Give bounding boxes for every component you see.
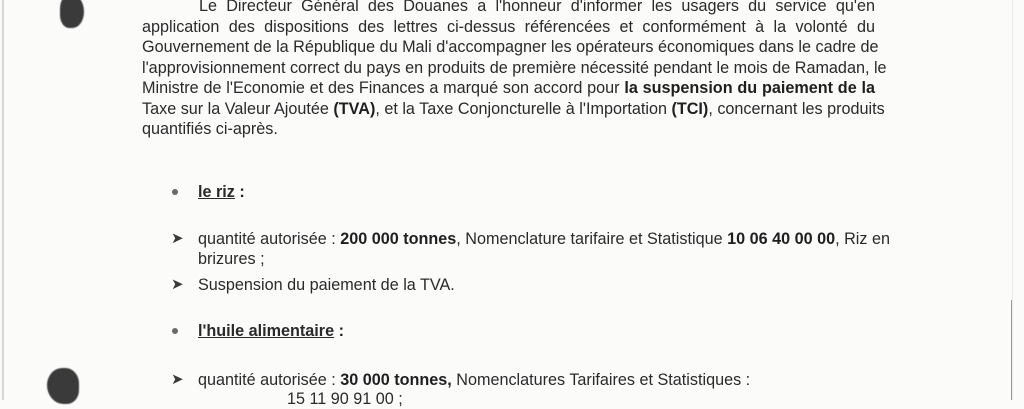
intro-line-4: l'approvisionnement correct du pays en produits de première nécessité pendant le mois de Ramadan, le xyxy=(142,58,887,77)
tci-abbrev: (TCI) xyxy=(671,99,709,118)
punch-hole-top xyxy=(60,0,84,28)
page-left-edge xyxy=(2,0,4,400)
huile-quantity-item: quantité autorisée : 30 000 tonnes, Nomenclatures Tarifaires et Statistiques : xyxy=(198,371,751,389)
intro-line-1: Le Directeur Général des Douanes a l'honneur d'informer les usagers du service qu'en xyxy=(199,0,875,15)
intro-line-6: Taxe sur la Valeur Ajoutée (TVA), et la Taxe Conjoncturelle à l'Importation (TCI), concernant les produits xyxy=(142,99,885,118)
arrow-bullet-icon: ➤ xyxy=(171,276,184,293)
arrow-bullet-icon: ➤ xyxy=(171,371,184,388)
riz-quantity-item-cont: brizures ; xyxy=(198,250,265,268)
intro-line-3: Gouvernement de la République du Mali d'accompagner les opérateurs économiques dans le cadre de xyxy=(142,38,879,56)
intro-paragraph xyxy=(142,0,887,140)
section-heading-riz: le riz : xyxy=(198,183,245,201)
page-right-edge-shadow xyxy=(1011,300,1012,400)
intro-line-5: Ministre de l'Economie et des Finances a marqué son accord pour la suspension du paiement de la xyxy=(142,79,875,97)
arrow-bullet-icon: ➤ xyxy=(171,230,184,247)
suspension-emphasis: la suspension du paiement de la xyxy=(624,79,875,97)
section-heading-huile: l'huile alimentaire : xyxy=(198,322,344,340)
intro-line-7: quantifiés ci-après. xyxy=(142,120,278,138)
bullet-dot-icon xyxy=(172,189,178,195)
punch-hole-bottom xyxy=(47,368,79,404)
page-right-edge xyxy=(1012,0,1013,400)
riz-quantity-item: quantité autorisée : 200 000 tonnes, Nomenclature tarifaire et Statistique 10 06 40 00 00, Riz en xyxy=(198,230,891,248)
intro-line-2: application des dispositions des lettres ci-dessus référencées et conformément à la volonté du xyxy=(142,17,875,36)
bullet-dot-icon xyxy=(172,328,178,334)
riz-tva-item: Suspension du paiement de la TVA. xyxy=(198,276,455,294)
tva-abbrev: (TVA) xyxy=(333,99,376,118)
huile-tariff-code: 15 11 90 91 00 ; xyxy=(287,390,403,408)
